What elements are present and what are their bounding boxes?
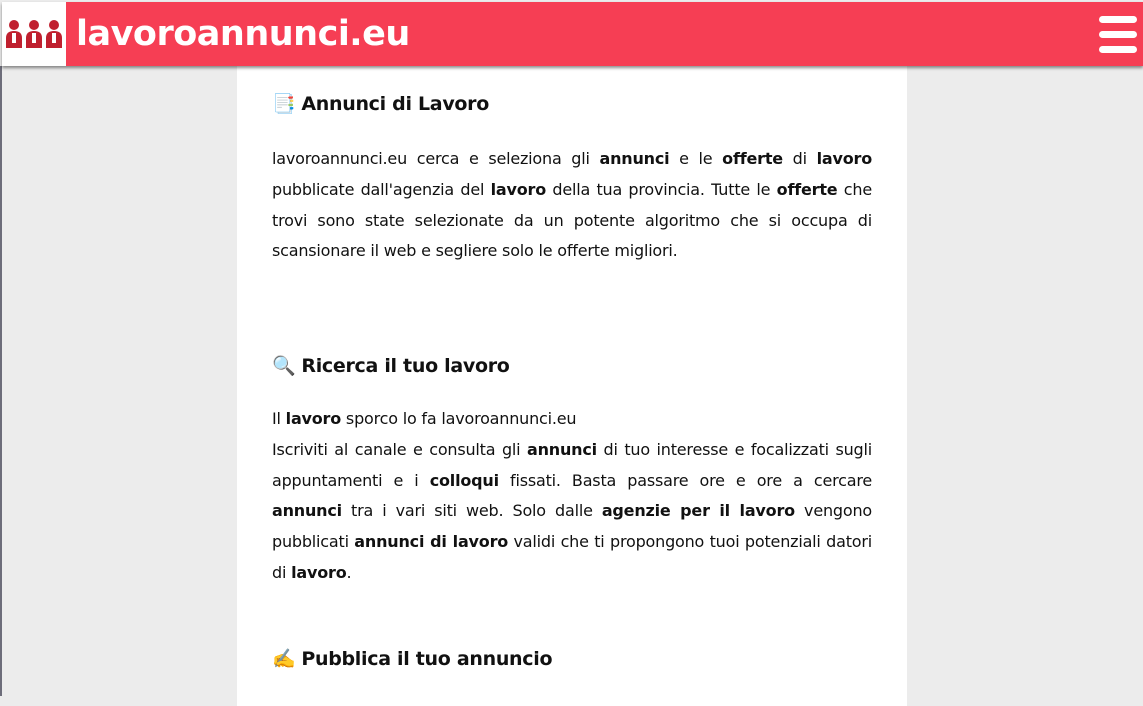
main-content: [237, 66, 907, 706]
section-title: ✍️ Pubblica il tuo annuncio: [272, 648, 553, 670]
section-ricerca: [272, 353, 872, 589]
magnifier-icon: 🔍: [272, 355, 296, 377]
site-header: [2, 2, 1143, 66]
bookmark-tabs-icon: 📑: [272, 93, 296, 115]
hamburger-menu-icon[interactable]: [1099, 16, 1137, 54]
section-title: 📑 Annunci di Lavoro: [272, 93, 489, 115]
writing-hand-icon: ✍️: [272, 648, 296, 670]
logo[interactable]: [2, 2, 66, 66]
site-title[interactable]: lavoroannunci.eu: [76, 14, 410, 54]
people-group-icon: [4, 18, 64, 48]
window-edge: [0, 66, 2, 696]
section-pubblica: [272, 646, 872, 672]
section-title: 🔍 Ricerca il tuo lavoro: [272, 355, 510, 377]
section-paragraph: Il lavoro sporco lo fa lavoroannunci.eu Iscriviti al canale e consulta gli annunci di tuo interesse e focalizzati sugli appuntamenti e i colloqui fissati. Basta passare ore e ore a cercare annunci tra i vari siti web. Solo dalle agenzie per il lavoro vengono pubblicati annunci di lavoro validi che ti propongono tuoi potenziali datori di lavoro.: [272, 409, 873, 582]
section-paragraph: lavoroannunci.eu cerca e seleziona gli annunci e le offerte di lavoro pubblicate dall'agenzia del lavoro della tua provincia. Tutte le offerte che trovi sono state selezionate da un potente algoritmo che si occupa di scansionare il web e segliere solo le offerte migliori.: [272, 149, 872, 261]
section-annunci: [272, 91, 872, 267]
